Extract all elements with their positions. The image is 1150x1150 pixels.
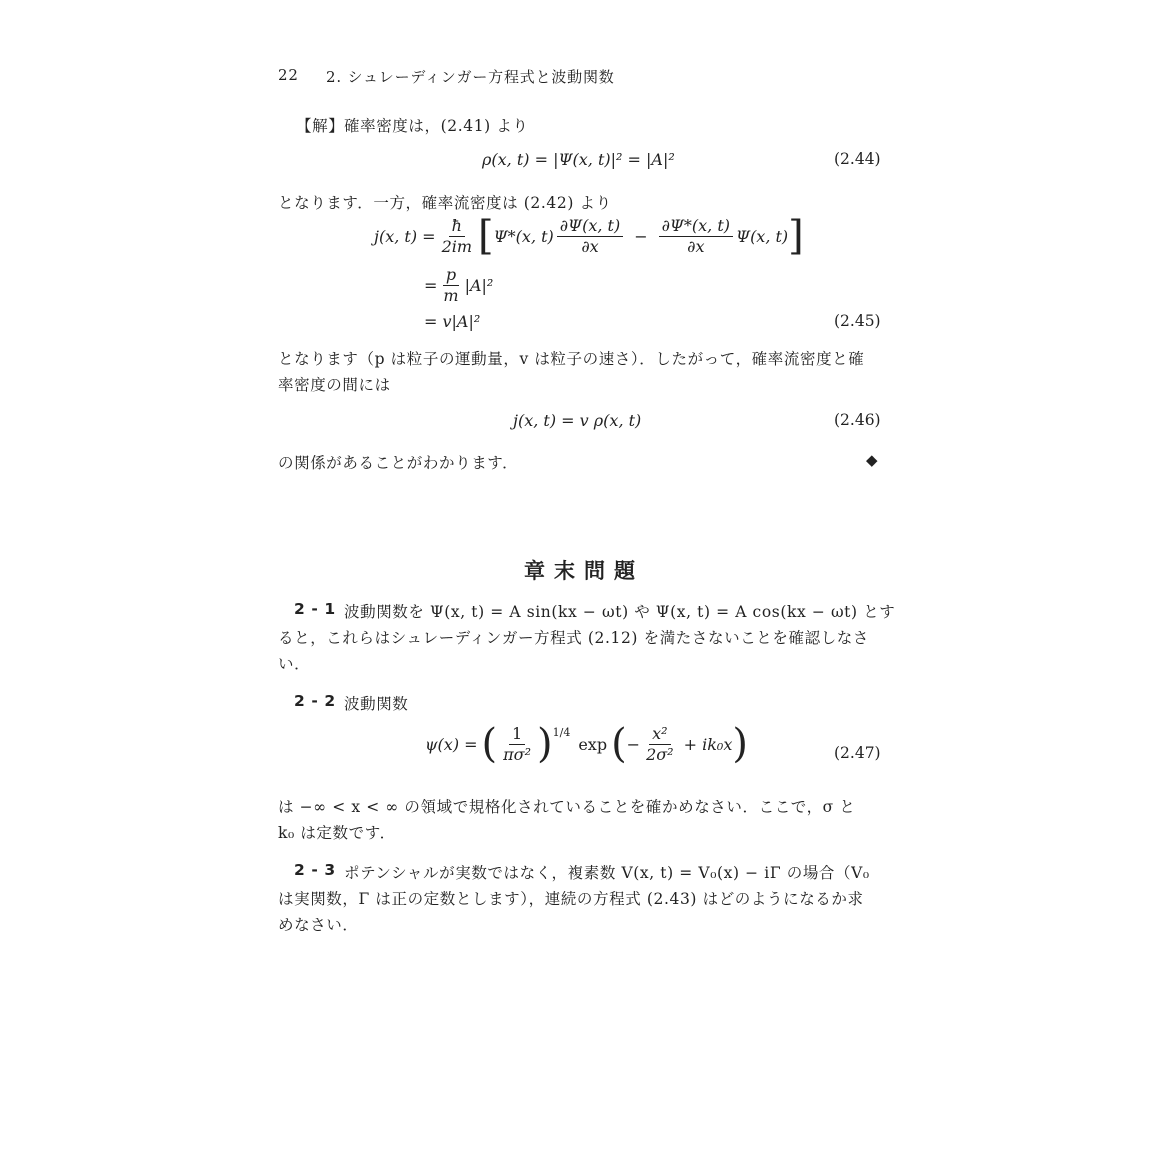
minus-sign: − [626, 734, 641, 754]
term2-postfix: Ψ(x, t) [736, 226, 789, 246]
equation-number-2-46: (2.46) [834, 411, 881, 429]
fraction-numerator: p [443, 266, 459, 286]
fraction-dpsistar-dx [659, 217, 733, 256]
fraction-denominator: 2im [441, 236, 473, 256]
section-heading: 章末問題 [524, 559, 644, 583]
paragraph-text: の関係があることがわかります． [278, 454, 519, 472]
term1-prefix: Ψ*(x, t) [493, 226, 554, 246]
problem-text: は −∞ < x < ∞ の領域で規格化されていることを確かめなさい．ここで，σ と [278, 798, 856, 816]
fraction-numerator: ∂Ψ(x, t) [557, 217, 623, 237]
fraction-dpsi-dx [557, 217, 623, 256]
line2-postfix: |A|² [464, 276, 494, 295]
problem-text: 波動関数 [344, 695, 409, 713]
fraction-numerator: 1 [509, 725, 525, 745]
fraction-x2-2sigma2 [643, 725, 677, 764]
page-number: 22 [278, 66, 299, 84]
problem-text: 波動関数を Ψ(x, t) = A sin(kx − ωt) や Ψ(x, t) = A cos(kx − ωt) とす [344, 603, 896, 621]
fraction-denominator: m [443, 286, 459, 305]
equation-2-47 [425, 721, 748, 767]
exponent: 1/4 [552, 726, 571, 739]
problem-text: い． [278, 655, 311, 673]
problem-text: k₀ は定数です． [278, 824, 396, 842]
problem-label-2-1: 2 - 1 [294, 600, 336, 618]
right-paren: ) [732, 721, 748, 767]
fraction-1-pisigma2 [500, 725, 534, 764]
minus-sign: − [634, 226, 648, 246]
equation-number-2-47: (2.47) [834, 744, 881, 762]
problem-text: ポテンシャルが実数ではなく，複素数 V(x, t) = V₀(x) − iΓ の場合（V₀ [344, 864, 870, 882]
left-bracket: [ [478, 213, 494, 259]
right-paren: ) [537, 721, 553, 767]
equation-2-44: ρ(x, t) = |Ψ(x, t)|² = |A|² [482, 150, 675, 169]
fraction-denominator: πσ² [503, 744, 532, 764]
left-paren: ( [611, 721, 627, 767]
fraction-hbar-2im [439, 217, 475, 256]
problem-text: は実関数，Γ は正の定数とします），連続の方程式 (2.43) はどのようになるか求 [278, 890, 864, 908]
fraction-numerator: ∂Ψ*(x, t) [659, 217, 733, 237]
equation-2-45-line2 [424, 266, 493, 305]
fraction-denominator: 2σ² [646, 744, 674, 764]
paragraph-text: となります（p は粒子の運動量，v は粒子の速さ）．したがって，確率流密度と確 [278, 350, 865, 368]
exp-postfix: + ik₀x [683, 734, 733, 754]
end-of-solution-mark: ◆ [866, 451, 878, 469]
problem-text: めなさい． [278, 916, 359, 934]
paragraph-text: となります．一方，確率流密度は (2.42) より [278, 194, 612, 212]
fraction-denominator: ∂x [581, 236, 599, 256]
fraction-numerator: x² [649, 725, 670, 745]
equation-2-45-line1 [374, 213, 804, 259]
problem-label-2-2: 2 - 2 [294, 692, 336, 710]
exp-function: exp [578, 734, 608, 754]
fraction-denominator: ∂x [687, 236, 705, 256]
fraction-numerator: ħ [449, 217, 465, 237]
paragraph-text: 率密度の間には [278, 376, 391, 394]
problem-label-2-3: 2 - 3 [294, 861, 336, 879]
running-header-title: 2. シュレーディンガー方程式と波動関数 [326, 68, 615, 86]
equation-2-45-line3: = v|A|² [424, 312, 481, 331]
equation-lhs: j(x, t) = [374, 226, 436, 246]
right-bracket: ] [788, 213, 804, 259]
fraction-p-m [440, 266, 461, 305]
problem-text: ると，これらはシュレーディンガー方程式 (2.12) を満たさないことを確認しなさ [278, 629, 870, 647]
equation-2-46: j(x, t) = v ρ(x, t) [513, 411, 642, 430]
solution-label: 【解】 [296, 117, 345, 135]
left-paren: ( [481, 721, 498, 767]
equation-number-2-44: (2.44) [834, 150, 881, 168]
solution-intro: 確率密度は，(2.41) より [344, 117, 529, 135]
equals-sign: = [424, 276, 438, 295]
equation-number-2-45: (2.45) [834, 312, 881, 330]
equation-lhs: ψ(x) = [425, 734, 478, 754]
